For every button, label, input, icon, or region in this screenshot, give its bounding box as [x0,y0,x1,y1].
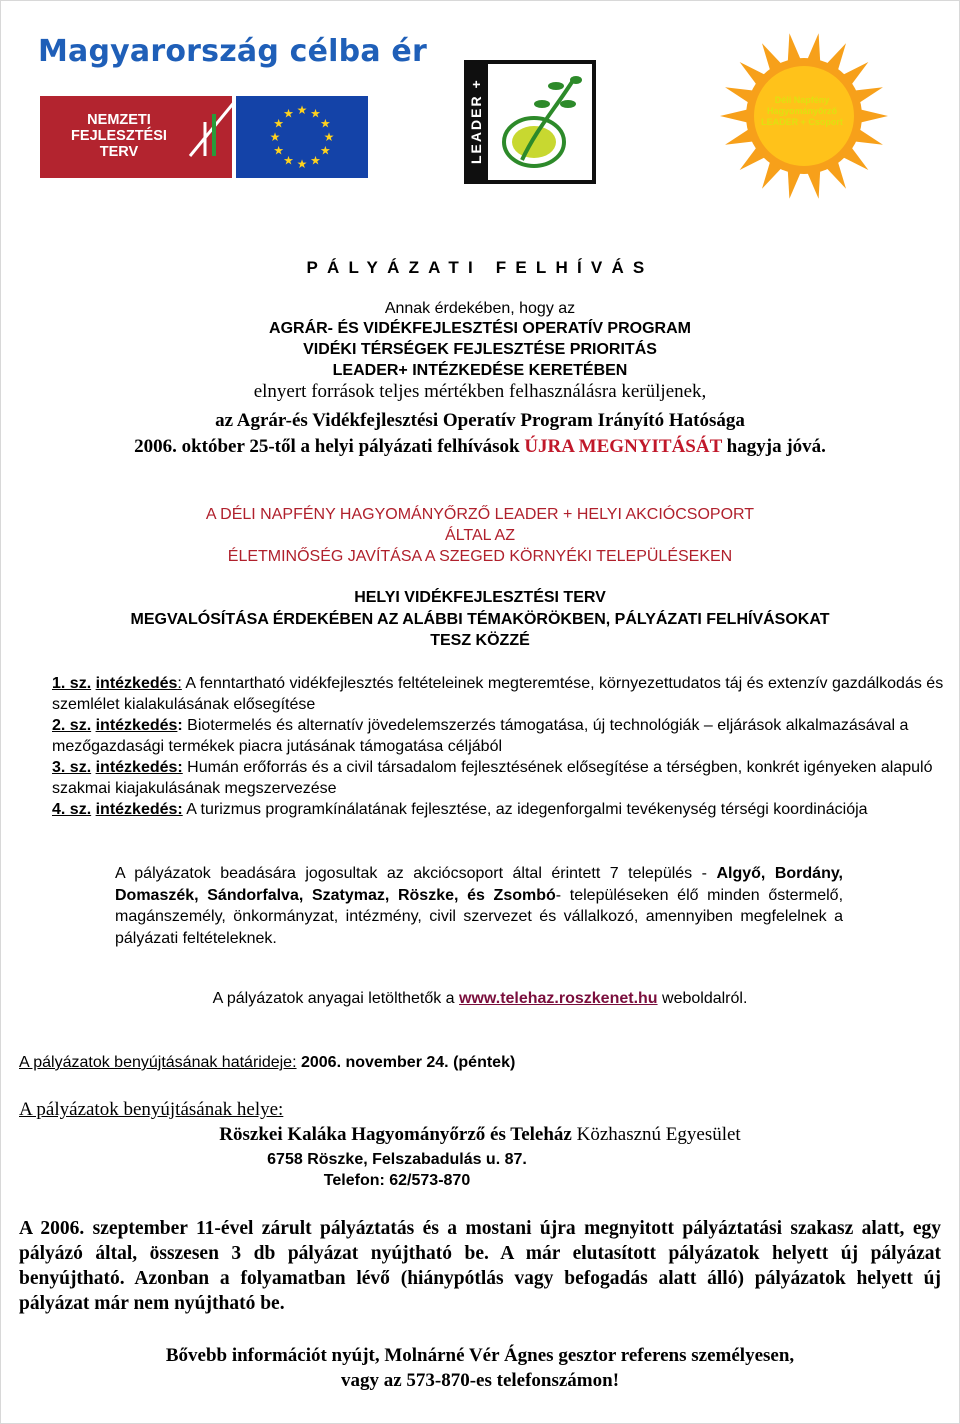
deadline-line [19,1054,515,1072]
eu-star-icon: ★ [273,116,285,131]
website-link[interactable]: www.telehaz.roszkenet.hu [459,990,658,1007]
group-line-2: ÁLTAL AZ [445,527,515,544]
reopening-highlight: ÚJRA MEGNYITÁSÁT [524,436,722,457]
sun-ray-icon [807,33,820,62]
eu-star-icon: ★ [283,106,294,121]
eu-star-icon: ★ [319,143,331,158]
eu-flag-logo [236,96,368,178]
eligible-paragraph: A pályázatok beadására jogosultak az akciócsoport által érintett 7 település - Algyő, Bordány, Domaszék, Sándorfalva, Szatymaz, Röszke, és Zsombó- településeken élő minden őstermelő, magánszemély, önkormányzat, intézmény, civil szervezet és vállalkozó, amennyiben megfelelnek a pályázati feltételeknek. [115,865,844,947]
intro-line-2: AGRÁR- ÉS VIDÉKFEJLESZTÉSI OPERATÍV PROGRAM [269,320,691,337]
eu-star-icon: ★ [323,130,335,144]
group-line-1: A DÉLI NAPFÉNY HAGYOMÁNYŐRZŐ LEADER + HELYI AKCIÓCSOPORT [205,506,755,523]
intro-line-7: 2006. október 25-től a helyi pályázati felhívások ÚJRA MEGNYITÁSÁT hagyja jóvá. [134,436,826,457]
sun-ray-icon [720,109,748,122]
group-line-4: HELYI VIDÉKFEJLESZTÉSI TERV [354,589,606,606]
measure-4: 4. sz. intézkedés: A turizmus programkínálatának fejlesztése, az idegenforgalmi tevékenység térségi koordinációja [52,801,868,818]
eu-star-icon: ★ [296,103,308,117]
intro-line-3: VIDÉKI TÉRSÉGEK FEJLESZTÉSE PRIORITÁS [303,341,657,358]
sun-ray-icon [860,109,888,122]
deadline-label: A pályázatok benyújtásának határideje: [19,1054,297,1071]
intro-line-5: elnyert források teljes mértékben felhasználásra kerüljenek, [253,381,707,402]
page-title: PÁLYÁZATI FELHÍVÁS [306,258,654,277]
sun-ray-icon [788,33,801,62]
group-line-3: ÉLETMINŐSÉG JAVÍTÁSA A SZEGED KÖRNYÉKI TELEPÜLÉSEKEN [227,548,733,565]
sun-logo-text: Déli Napfény Hagyományőrző LEADER + Csoport [761,95,843,127]
place-address: 6758 Röszke, Felszabadulás u. 87. [267,1151,527,1168]
group-line-5: MEGVALÓSÍTÁSA ÉRDEKÉBEN AZ ALÁBBI TÉMAKÖRÖKBEN, PÁLYÁZATI FELHÍVÁSOKAT [130,611,830,628]
intro-line-4: LEADER+ INTÉZKEDÉSE KERETÉBEN [332,362,628,379]
place-org: Röszkei Kaláka Hagyományőrző és Teleház Közhasznú Egyesület [219,1124,741,1145]
measure-2: 2. sz. intézkedés: Biotermelés és alternatív jövedelemszerzés támogatása, új technológiák – eljárások alkalmazásával a mezőgazdasági termékek piacra jutásának támogatása céljából [52,717,909,755]
deadline-value: 2006. november 24. (péntek) [296,1054,516,1071]
nft-logo-text: NEMZETI FEJLESZTÉSI TERV [71,112,167,160]
group-line-6: TESZ KÖZZÉ [430,632,530,649]
contact-line-2: vagy az 573-870-es telefonszámon! [340,1370,620,1391]
eu-star-icon: ★ [283,153,294,168]
eligible-settlements: Algyő, Bordány, Domaszék, Sándorfalva, Szatymaz, Röszke, és Zsombó [115,865,843,904]
place-label: A pályázatok benyújtásának helye: [19,1099,284,1120]
notice-paragraph: A 2006. szeptember 11-ével zárult pályáztatás és a mostani újra megnyitott pályáztatási szakasz alatt, egy pályázó által, összesen 3 db pályázat nyújtható be. A már elutasított pályázatok helyett új pályázat benyújtható. Azonban a folyamatban lévő (hiánypótlás vagy befogadás alatt álló) pályázatok helyett új pályázat már nem nyújtható be. [19,1218,941,1314]
intro-line-1: Annak érdekében, hogy az [384,300,576,317]
magyarorszag-celba-er-logo: Magyarország célba ér [38,34,427,69]
measure-3: 3. sz. intézkedés: Humán erőforrás és a civil társadalom fejlesztésének elősegítése a térségben, konkrét igényeken alapuló szakmai kiajakulásának megszervezése [52,759,933,797]
download-line: A pályázatok anyagai letölthetők a www.telehaz.roszkenet.hu weboldalról. [212,990,748,1007]
intro-line-6: az Agrár-és Vidékfejlesztési Operatív Program Irányító Hatósága [215,410,745,431]
eu-star-icon: ★ [319,116,331,131]
place-phone: Telefon: 62/573-870 [323,1172,471,1189]
eu-stars-icon [236,96,368,178]
measure-1: 1. sz. intézkedés: A fenntartható vidékfejlesztés feltételeinek megteremtése, környezettudatos táj és extenzív gazdálkodás és szemlélet kialakulásának elősegítése [52,675,944,713]
eu-star-icon: ★ [273,143,285,158]
leader-plus-text: LEADER + [468,78,484,164]
eu-star-icon: ★ [296,157,308,171]
contact-line-1: Bővebb információt nyújt, Molnárné Vér Ágnes gesztor referens személyesen, [165,1345,795,1366]
eu-star-icon: ★ [269,130,281,144]
sun-ray-icon [788,170,801,199]
eu-star-icon: ★ [310,153,321,168]
eu-star-icon: ★ [310,106,321,121]
sun-ray-icon [807,170,820,199]
